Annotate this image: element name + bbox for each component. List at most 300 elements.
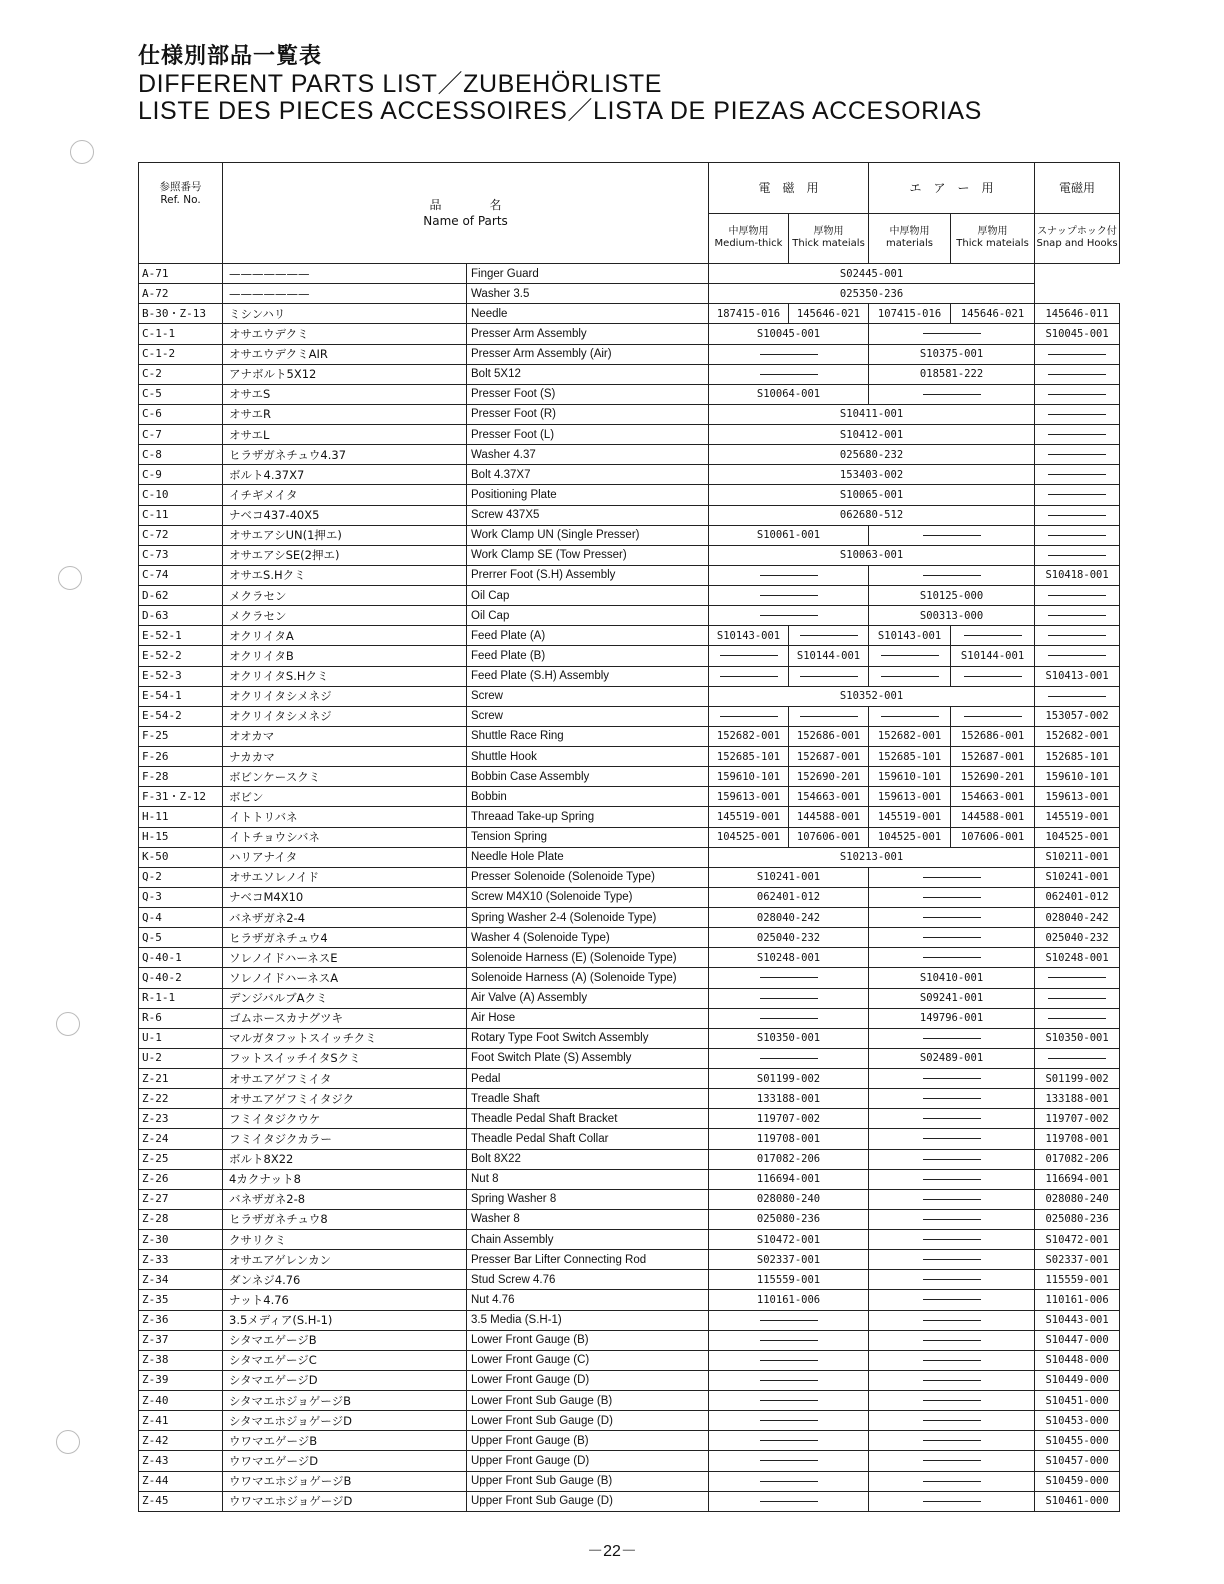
not-applicable-cell (1035, 988, 1120, 1008)
part-number-cell: 133188-001 (1035, 1089, 1120, 1109)
dash-line (923, 575, 981, 576)
part-name-en-cell: Screw (467, 686, 709, 706)
not-applicable-cell (869, 1270, 1035, 1290)
ref-no-cell: Z-33 (139, 1250, 223, 1270)
not-applicable-cell (869, 908, 1035, 928)
part-number-cell: 062401-012 (709, 887, 869, 907)
dash-line (1048, 998, 1106, 999)
dash-line (923, 877, 981, 878)
not-applicable-cell (709, 364, 869, 384)
part-number-cell: 028040-242 (709, 908, 869, 928)
table-row (139, 364, 1120, 384)
not-applicable-cell (709, 1491, 869, 1511)
table-row (139, 1149, 1120, 1169)
group-air-header: エ ア ー 用 (869, 163, 1035, 214)
not-applicable-cell (869, 706, 951, 726)
not-applicable-cell (709, 1471, 869, 1491)
not-applicable-cell (869, 1069, 1035, 1089)
not-applicable-cell (869, 1290, 1035, 1310)
part-number-cell: 159613-001 (869, 787, 951, 807)
part-number-cell: 159613-001 (709, 787, 789, 807)
dash-line (923, 1118, 981, 1119)
part-name-jp-cell: オサエアシUN(1押エ) (223, 525, 467, 545)
title-japanese: 仕様別部品一覧表 (138, 44, 323, 69)
part-number-cell: 107415-016 (869, 304, 951, 324)
not-applicable-cell (1035, 505, 1120, 525)
not-applicable-cell (709, 968, 869, 988)
part-name-en-cell: Washer 4 (Solenoide Type) (467, 928, 709, 948)
not-applicable-cell (709, 1431, 869, 1451)
ref-no-cell: Z-23 (139, 1109, 223, 1129)
ref-no-cell: Z-21 (139, 1069, 223, 1089)
dash-line (881, 676, 939, 677)
dash-line (760, 1420, 818, 1421)
table-row (139, 1048, 1120, 1068)
dash-line (881, 716, 939, 717)
not-applicable-cell (869, 1330, 1035, 1350)
table-row (139, 1109, 1120, 1129)
parts-table-body (139, 264, 1120, 1512)
not-applicable-cell (789, 706, 869, 726)
part-name-en-cell: Bolt 4.37X7 (467, 465, 709, 485)
part-name-en-cell: Washer 8 (467, 1209, 709, 1229)
dash-line (800, 635, 858, 636)
part-number-cell: 119708-001 (709, 1129, 869, 1149)
dash-line (923, 1440, 981, 1441)
part-name-jp-cell: メクラセン (223, 586, 467, 606)
table-row (139, 908, 1120, 928)
part-name-en-cell: Washer 3.5 (467, 284, 709, 304)
part-name-jp-cell: 4カクナット8 (223, 1169, 467, 1189)
part-name-jp-cell: ミシンハリ (223, 304, 467, 324)
part-name-en-cell: Presser Foot (R) (467, 404, 709, 424)
dash-line (1048, 354, 1106, 355)
dash-line (923, 897, 981, 898)
part-number-cell: S10472-001 (709, 1230, 869, 1250)
dash-line (1048, 655, 1106, 656)
sub-header-medium (709, 213, 789, 264)
dash-line (1048, 474, 1106, 475)
part-name-jp-cell: ウワマエホジョゲージD (223, 1491, 467, 1511)
table-row (139, 1451, 1120, 1471)
part-number-cell: 028080-240 (709, 1189, 869, 1209)
table-row (139, 928, 1120, 948)
part-name-jp-cell: シタマエホジョゲージD (223, 1411, 467, 1431)
part-number-cell: S10449-000 (1035, 1370, 1120, 1390)
part-number-cell: 154663-001 (789, 787, 869, 807)
not-applicable-cell (869, 1089, 1035, 1109)
ref-no-cell: C-1-2 (139, 344, 223, 364)
ref-no-cell: C-7 (139, 425, 223, 445)
table-row (139, 1310, 1120, 1330)
ref-no-cell: Z-22 (139, 1089, 223, 1109)
dash-line (1048, 494, 1106, 495)
dash-line (760, 354, 818, 355)
part-number-cell: S10144-001 (789, 646, 869, 666)
ref-no-header (139, 163, 223, 264)
not-applicable-cell (869, 1391, 1035, 1411)
dash-line (923, 1320, 981, 1321)
ref-no-cell: Z-42 (139, 1431, 223, 1451)
name-header-en: Name of Parts (423, 214, 508, 228)
dash-line (923, 1199, 981, 1200)
part-name-jp-cell: ——————— (223, 264, 467, 284)
part-number-cell: S10144-001 (951, 646, 1035, 666)
part-name-jp-cell: ソレノイドハーネスA (223, 968, 467, 988)
dash-line (923, 1460, 981, 1461)
ref-no-cell: Q-2 (139, 867, 223, 887)
not-applicable-cell (869, 1230, 1035, 1250)
not-applicable-cell (869, 1189, 1035, 1209)
part-number-cell: S10375-001 (869, 344, 1035, 364)
not-applicable-cell (869, 1028, 1035, 1048)
dash-line (1048, 374, 1106, 375)
part-number-cell: 152685-101 (1035, 747, 1120, 767)
binder-hole-mark (56, 1430, 80, 1454)
part-number-cell: 107606-001 (789, 827, 869, 847)
not-applicable-cell (869, 1350, 1035, 1370)
part-name-jp-cell: ボビン (223, 787, 467, 807)
dash-line (923, 1159, 981, 1160)
not-applicable-cell (869, 1491, 1035, 1511)
ref-no-cell: C-1-1 (139, 324, 223, 344)
part-number-cell: S10455-000 (1035, 1431, 1120, 1451)
not-applicable-cell (869, 1411, 1035, 1431)
dash-line (760, 977, 818, 978)
part-number-cell: 017082-206 (1035, 1149, 1120, 1169)
part-name-en-cell: Bolt 5X12 (467, 364, 709, 384)
not-applicable-cell (709, 1411, 869, 1431)
dash-line (964, 676, 1022, 677)
ref-no-cell: C-5 (139, 384, 223, 404)
table-row (139, 626, 1120, 646)
part-number-cell: S10248-001 (1035, 948, 1120, 968)
table-row (139, 1230, 1120, 1250)
not-applicable-cell (1035, 1048, 1120, 1068)
part-name-en-cell: Screw (467, 706, 709, 726)
ref-no-cell: Z-26 (139, 1169, 223, 1189)
dash-line (923, 1481, 981, 1482)
part-number-cell: 145646-021 (951, 304, 1035, 324)
sub-header-air-thick-jp: 厚物用 (977, 226, 1008, 238)
part-name-jp-cell: イトトリバネ (223, 807, 467, 827)
part-name-en-cell: Air Hose (467, 1008, 709, 1028)
part-number-cell: 025040-232 (1035, 928, 1120, 948)
table-row (139, 465, 1120, 485)
table-row (139, 948, 1120, 968)
ref-no-cell: C-2 (139, 364, 223, 384)
sub-header-snap (1035, 213, 1120, 264)
part-number-cell: 159610-101 (709, 767, 789, 787)
ref-no-cell: C-72 (139, 525, 223, 545)
not-applicable-cell (1035, 626, 1120, 646)
part-name-en-cell: Chain Assembly (467, 1230, 709, 1250)
part-name-en-cell: Lower Front Sub Gauge (B) (467, 1391, 709, 1411)
dash-line (923, 1179, 981, 1180)
part-number-cell: 116694-001 (1035, 1169, 1120, 1189)
part-name-en-cell: Upper Front Gauge (B) (467, 1431, 709, 1451)
part-number-cell: 152687-001 (951, 747, 1035, 767)
part-number-cell: 119707-002 (1035, 1109, 1120, 1129)
part-name-jp-cell: オクリイタB (223, 646, 467, 666)
part-name-en-cell: Feed Plate (B) (467, 646, 709, 666)
dash-line (1048, 696, 1106, 697)
sub-header-air-medium-en: materials (886, 238, 933, 250)
part-name-en-cell: Presser Arm Assembly (Air) (467, 344, 709, 364)
table-row (139, 1169, 1120, 1189)
title-line-2: DIFFERENT PARTS LIST／ZUBEHÖRLISTE (138, 70, 663, 98)
part-number-cell: S02337-001 (709, 1250, 869, 1270)
page-number: －22－ (587, 1543, 637, 1560)
not-applicable-cell (869, 565, 1035, 585)
not-applicable-cell (869, 1370, 1035, 1390)
ref-no-cell: C-9 (139, 465, 223, 485)
dash-line (923, 1360, 981, 1361)
part-number-cell: 152685-101 (869, 747, 951, 767)
dash-line (964, 635, 1022, 636)
not-applicable-cell (709, 666, 789, 686)
part-name-en-cell: Screw 437X5 (467, 505, 709, 525)
part-name-en-cell: Theadle Pedal Shaft Collar (467, 1129, 709, 1149)
ref-no-cell: H-15 (139, 827, 223, 847)
ref-no-header-jp: 参照番号 (159, 181, 202, 193)
not-applicable-cell (869, 1209, 1035, 1229)
dash-line (923, 333, 981, 334)
not-applicable-cell (869, 646, 951, 666)
part-name-jp-cell: ゴムホースカナグツキ (223, 1008, 467, 1028)
not-applicable-cell (709, 1350, 869, 1370)
dash-line (923, 1400, 981, 1401)
ref-no-cell: Z-41 (139, 1411, 223, 1431)
part-number-cell: 110161-006 (1035, 1290, 1120, 1310)
not-applicable-cell (1035, 425, 1120, 445)
not-applicable-cell (709, 586, 869, 606)
dash-line (923, 1038, 981, 1039)
part-name-en-cell: Presser Bar Lifter Connecting Rod (467, 1250, 709, 1270)
not-applicable-cell (869, 928, 1035, 948)
part-name-en-cell: Screw M4X10 (Solenoide Type) (467, 887, 709, 907)
table-row (139, 1008, 1120, 1028)
part-number-cell: 145519-001 (1035, 807, 1120, 827)
part-number-cell: S10459-000 (1035, 1471, 1120, 1491)
ref-no-cell: C-8 (139, 445, 223, 465)
ref-no-cell: Z-37 (139, 1330, 223, 1350)
title-line-3: LISTE DES PIECES ACCESSOIRES／LISTA DE PIEZAS ACCESORIAS (138, 97, 982, 125)
dash-line (760, 1360, 818, 1361)
ref-no-cell: A-72 (139, 284, 223, 304)
part-name-jp-cell: バネザガネ2-8 (223, 1189, 467, 1209)
part-number-cell: S02489-001 (869, 1048, 1035, 1068)
part-name-en-cell: Prerrer Foot (S.H) Assembly (467, 565, 709, 585)
part-name-en-cell: Solenoide Harness (A) (Solenoide Type) (467, 968, 709, 988)
part-number-cell: S10064-001 (709, 384, 869, 404)
part-number-cell: S10143-001 (709, 626, 789, 646)
table-row (139, 827, 1120, 847)
binder-hole-mark (56, 1012, 80, 1036)
ref-no-cell: C-10 (139, 485, 223, 505)
part-name-jp-cell: ヒラザガネチュウ4 (223, 928, 467, 948)
table-row (139, 1411, 1120, 1431)
sub-header-medium-en: Medium-thick (714, 238, 783, 250)
name-header (223, 163, 709, 264)
table-row (139, 807, 1120, 827)
part-number-cell: 152687-001 (789, 747, 869, 767)
part-name-jp-cell: 3.5メディア(S.H-1) (223, 1310, 467, 1330)
dash-line (760, 998, 818, 999)
dash-line (923, 1501, 981, 1502)
dash-line (923, 1219, 981, 1220)
part-name-jp-cell: シタマエホジョゲージB (223, 1391, 467, 1411)
dash-line (800, 676, 858, 677)
dash-line (760, 1340, 818, 1341)
not-applicable-cell (1035, 445, 1120, 465)
ref-no-cell: A-71 (139, 264, 223, 284)
part-name-en-cell: Lower Front Gauge (C) (467, 1350, 709, 1370)
part-number-cell: S10352-001 (709, 686, 1035, 706)
not-applicable-cell (869, 666, 951, 686)
part-number-cell: S10045-001 (1035, 324, 1120, 344)
ref-no-cell: F-28 (139, 767, 223, 787)
part-number-cell: 152682-001 (709, 726, 789, 746)
part-number-cell: 153057-002 (1035, 706, 1120, 726)
dash-line (760, 1501, 818, 1502)
part-name-jp-cell: オサエアゲレンカン (223, 1250, 467, 1270)
table-row (139, 1330, 1120, 1350)
dash-line (800, 716, 858, 717)
dash-line (760, 1018, 818, 1019)
part-name-jp-cell: イチギメイタ (223, 485, 467, 505)
part-name-en-cell: Treadle Shaft (467, 1089, 709, 1109)
not-applicable-cell (869, 1310, 1035, 1330)
part-number-cell: 018581-222 (869, 364, 1035, 384)
part-number-cell: 145646-021 (789, 304, 869, 324)
not-applicable-cell (1035, 606, 1120, 626)
part-name-jp-cell: ダンネジ4.76 (223, 1270, 467, 1290)
table-row (139, 1069, 1120, 1089)
part-number-cell: 152682-001 (1035, 726, 1120, 746)
not-applicable-cell (869, 1471, 1035, 1491)
part-name-en-cell: Rotary Type Foot Switch Assembly (467, 1028, 709, 1048)
not-applicable-cell (869, 887, 1035, 907)
table-row (139, 867, 1120, 887)
part-number-cell: S10065-001 (709, 485, 1035, 505)
part-number-cell: S10241-001 (709, 867, 869, 887)
part-name-en-cell: Lower Front Sub Gauge (D) (467, 1411, 709, 1431)
table-row (139, 1431, 1120, 1451)
group-electromagnetic-header: 電 磁 用 (709, 163, 869, 214)
part-name-jp-cell: シタマエゲージB (223, 1330, 467, 1350)
ref-no-cell: Z-25 (139, 1149, 223, 1169)
part-number-cell: 017082-206 (709, 1149, 869, 1169)
part-name-jp-cell: ヒラザガネチュウ4.37 (223, 445, 467, 465)
not-applicable-cell (1035, 485, 1120, 505)
table-row (139, 284, 1120, 304)
part-number-cell: 028040-242 (1035, 908, 1120, 928)
part-number-cell: 159610-101 (869, 767, 951, 787)
sub-header-air-medium (869, 213, 951, 264)
part-name-jp-cell: オサエS.Hクミ (223, 565, 467, 585)
ref-no-cell: E-54-1 (139, 686, 223, 706)
table-row (139, 1290, 1120, 1310)
dash-line (1048, 555, 1106, 556)
part-name-jp-cell: ボルト8X22 (223, 1149, 467, 1169)
part-name-en-cell: Air Valve (A) Assembly (467, 988, 709, 1008)
part-name-en-cell: Shuttle Hook (467, 747, 709, 767)
part-name-en-cell: Pedal (467, 1069, 709, 1089)
part-name-en-cell: Lower Front Gauge (B) (467, 1330, 709, 1350)
table-row (139, 404, 1120, 424)
dash-line (923, 1239, 981, 1240)
page-title (138, 46, 982, 124)
table-row (139, 545, 1120, 565)
table-row (139, 988, 1120, 1008)
not-applicable-cell (951, 626, 1035, 646)
not-applicable-cell (789, 666, 869, 686)
part-number-cell: 152686-001 (789, 726, 869, 746)
ref-no-cell: Q-3 (139, 887, 223, 907)
not-applicable-cell (1035, 364, 1120, 384)
dash-line (923, 1340, 981, 1341)
part-number-cell: S10045-001 (709, 324, 869, 344)
not-applicable-cell (709, 1451, 869, 1471)
table-row (139, 485, 1120, 505)
ref-no-cell: Q-40-2 (139, 968, 223, 988)
part-number-cell: S10248-001 (709, 948, 869, 968)
part-name-jp-cell: ボルト4.37X7 (223, 465, 467, 485)
not-applicable-cell (709, 1310, 869, 1330)
dash-line (923, 1138, 981, 1139)
part-number-cell: 028080-240 (1035, 1189, 1120, 1209)
dash-line (1048, 977, 1106, 978)
part-name-en-cell: Presser Foot (S) (467, 384, 709, 404)
part-number-cell: S10213-001 (709, 847, 1035, 867)
not-applicable-cell (869, 324, 1035, 344)
part-number-cell: 152690-201 (951, 767, 1035, 787)
not-applicable-cell (869, 1109, 1035, 1129)
part-number-cell: 104525-001 (1035, 827, 1120, 847)
dash-line (1048, 615, 1106, 616)
not-applicable-cell (869, 1431, 1035, 1451)
part-number-cell: 115559-001 (709, 1270, 869, 1290)
parts-table (138, 162, 1120, 1512)
part-name-en-cell: Washer 4.37 (467, 445, 709, 465)
part-name-jp-cell: オサエアゲフミイタジク (223, 1089, 467, 1109)
dash-line (923, 1279, 981, 1280)
ref-no-cell: R-1-1 (139, 988, 223, 1008)
part-number-cell: S10413-001 (1035, 666, 1120, 686)
part-name-en-cell: Theadle Pedal Shaft Bracket (467, 1109, 709, 1129)
ref-no-cell: D-63 (139, 606, 223, 626)
part-number-cell: 152690-201 (789, 767, 869, 787)
ref-no-cell: E-54-2 (139, 706, 223, 726)
part-number-cell: S09241-001 (869, 988, 1035, 1008)
dash-line (923, 1380, 981, 1381)
part-number-cell: S10063-001 (709, 545, 1035, 565)
not-applicable-cell (1035, 586, 1120, 606)
part-number-cell: S10418-001 (1035, 565, 1120, 585)
ref-no-cell: Z-39 (139, 1370, 223, 1390)
part-number-cell: 145646-011 (1035, 304, 1120, 324)
part-number-cell: 144588-001 (789, 807, 869, 827)
part-number-cell: 153403-002 (709, 465, 1035, 485)
sub-header-air-thick (951, 213, 1035, 264)
part-name-en-cell: Upper Front Sub Gauge (B) (467, 1471, 709, 1491)
part-number-cell: 159610-101 (1035, 767, 1120, 787)
part-number-cell: 119708-001 (1035, 1129, 1120, 1149)
not-applicable-cell (709, 1330, 869, 1350)
sub-header-thick-jp: 厚物用 (813, 226, 844, 238)
table-row (139, 767, 1120, 787)
